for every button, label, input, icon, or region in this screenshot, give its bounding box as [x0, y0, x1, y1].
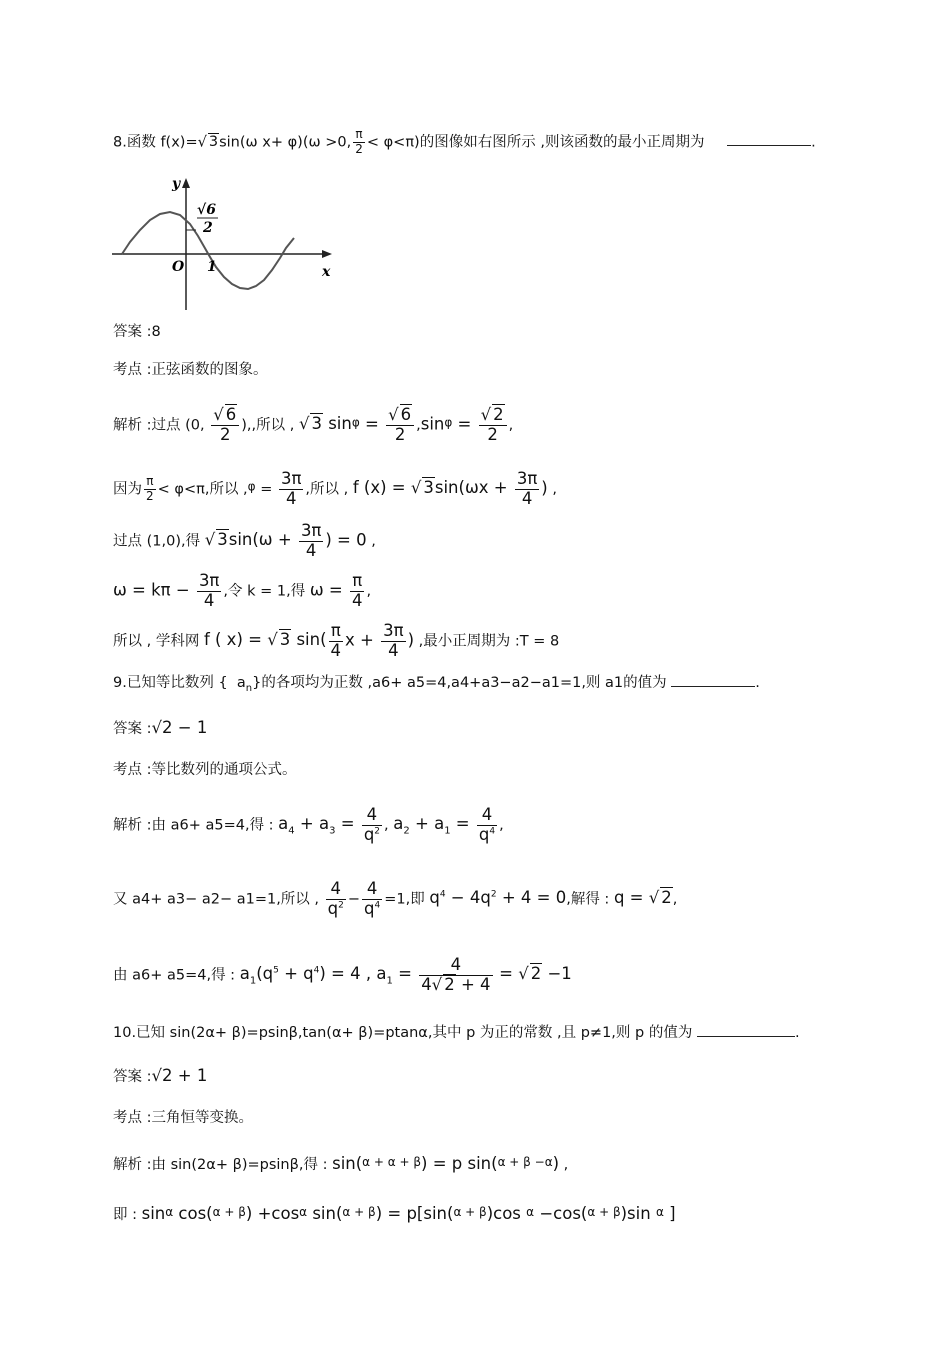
q9-topic: 考点 :等比数列的通项公式。 — [113, 762, 297, 778]
q10-stem: 10.已知 sin(2α+ β)=psinβ,tan(α+ β)=ptanα,其中 p 为正的常数 ,且 p≠1,则 p 的值为 . — [113, 1022, 800, 1043]
graph-x-label: x — [322, 264, 331, 280]
q8-solution-5: 所以 , 学科网 f ( x) = √ 3 sin( $\frac{\pi}{4}$ x + $\frac{3\pi}{4}$ ) ,最小正周期为 :T = 8 — [113, 621, 560, 660]
graph-one-label: 1 — [207, 259, 217, 275]
q8-answer-blank[interactable] — [727, 131, 811, 146]
q9-solution-2: 又 a4+ a3− a2− a1=1,所以 , $\frac{4}{q^2}$ − $\frac{4}{q^4}$ =1,即 $q^4 - 4q^2 + 4 = 0$,解得 : q = √ 2, — [113, 879, 678, 918]
graph-y-label: y — [172, 176, 181, 192]
q9-solution-1: 解析 :由 a6+ a5=4,得 : $a_4 + a_3$ = $\frac{4}{q^2}$ , $a_2 + a_1$ = $\frac{4}{q^4}$ , — [113, 805, 504, 844]
q9-stem: 9.已知等比数列 { $a_n$}的各项均为正数 ,a6+ a5=4,a4+a3−a2−a1=1,则 a1的值为 . — [113, 672, 760, 699]
q10-answer: 答案 :√2 + 1 — [113, 1066, 208, 1085]
q8-sine-graph — [110, 170, 340, 315]
q10-topic: 考点 :三角恒等变换。 — [113, 1110, 253, 1126]
graph-den-label: 2 — [203, 220, 213, 236]
graph-sqrt6-label: √6 — [197, 202, 216, 218]
q10-solution-2: 即 : $\sin^\alpha \cos(^{\alpha + \beta}) +\cos^\alpha$ sin($^{\alpha + \beta}$) = p[sin($^{\alpha + \beta}$)cos $^\alpha$ −cos($^{\alpha + \beta}$)sin $^\alpha$ ] — [113, 1204, 676, 1223]
q8-solution-1: 解析 :过点 (0, $\frac{√ 6}{2}$ ),,所以 , √ 3 $\sin^\varphi$ = $\frac{√ 6}{2}$ $,\sin^\varphi$ = $\frac{√ 2}{2}$ , — [113, 405, 514, 444]
q8-answer: 答案 :8 — [113, 324, 161, 340]
q9-number: 9.已知等比数列 — [113, 675, 214, 691]
q8-number: 8.函数 — [113, 134, 156, 151]
q9-solution-3: 由 a6+ a5=4,得 : $a_1(q^5 + q^4) = 4$ , $a_1$ = $\frac{4}{4√ 2 + 4}$ = √ 2 −1 — [113, 955, 572, 994]
q10-number: 10.已知 — [113, 1025, 166, 1041]
q8-solution-2: 因为 $\frac{\pi}{2}$ < φ<π,所以 ,$^\varphi$ = $\frac{3\pi}{4}$ ,所以 , f (x) = √ 3sin(ωx + $\frac{3\pi}{4}$ ) , — [113, 469, 557, 508]
q8-solution-4: ω = kπ − $\frac{3\pi}{4}$ ,令 k = 1,得 ω = $\frac{\pi}{4}$ , — [113, 571, 372, 610]
q8-stem-text: 的图像如右图所示 — [419, 134, 536, 151]
q8-stem: 8.函数 f(x)=√ 3sin(ω x+ φ)(ω >0, $\frac{\pi}{2}$ < φ<π)的图像如右图所示 ,则该函数的最小正周期为 . — [113, 127, 816, 156]
q9-answer-blank[interactable] — [671, 672, 755, 687]
q10-answer-blank[interactable] — [697, 1022, 795, 1037]
q10-solution-1: 解析 :由 sin(2α+ β)=psinβ,得 : sin($^{\alpha + \alpha + \beta}$) = p sin($^{\alpha + \beta -\alpha}$) , — [113, 1154, 569, 1173]
q9-answer: 答案 :√2 − 1 — [113, 718, 208, 737]
graph-origin-label: O — [172, 259, 185, 275]
q8-solution-3: 过点 (1,0),得 √ 3sin(ω + $\frac{3\pi}{4}$ ) = 0 , — [113, 521, 376, 560]
q8-question-tail: ,则该函数的最小正周期为 — [540, 134, 705, 151]
q8-topic: 考点 :正弦函数的图象。 — [113, 362, 268, 378]
